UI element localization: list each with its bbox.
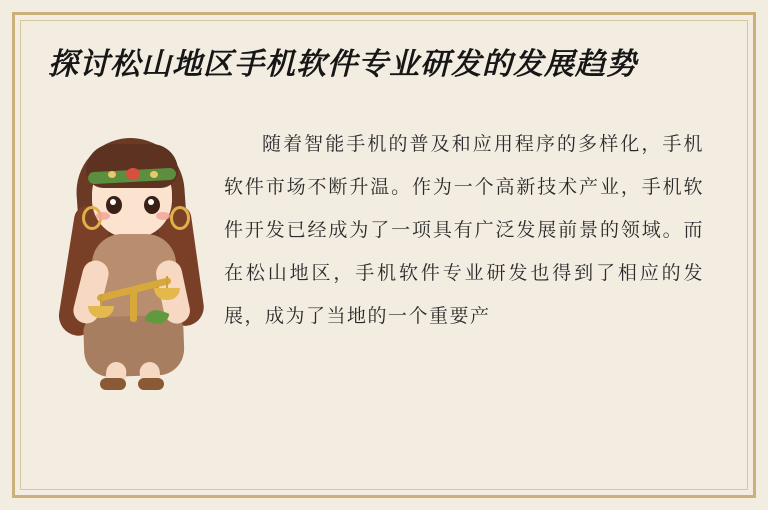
blush-left-shape [96, 212, 110, 220]
headband-gem-right-icon [150, 171, 158, 178]
article-body-area [34, 104, 734, 404]
blush-right-shape [156, 212, 170, 220]
illustration-figure [52, 110, 212, 380]
eye-right-shape [144, 196, 160, 214]
skirt-shape [83, 314, 185, 377]
earring-right-icon [170, 206, 190, 230]
document-content [34, 34, 734, 476]
headband-gem-left-icon [108, 171, 116, 178]
shoe-right-shape [138, 378, 164, 390]
eye-left-shape [106, 196, 122, 214]
page-title: 探讨松山地区手机软件专业研发的发展趋势 [48, 47, 637, 82]
shoe-left-shape [100, 378, 126, 390]
article-paragraph: 随着智能手机的普及和应用程序的多样化，手机软件市场不断升温。作为一个高新技术产业，手机软件开发已经成为了一项具有广泛发展前景的领域。而在松山地区，手机软件专业研发也得到了相应的发展，成为了当地的一个重要产 [224, 133, 704, 327]
